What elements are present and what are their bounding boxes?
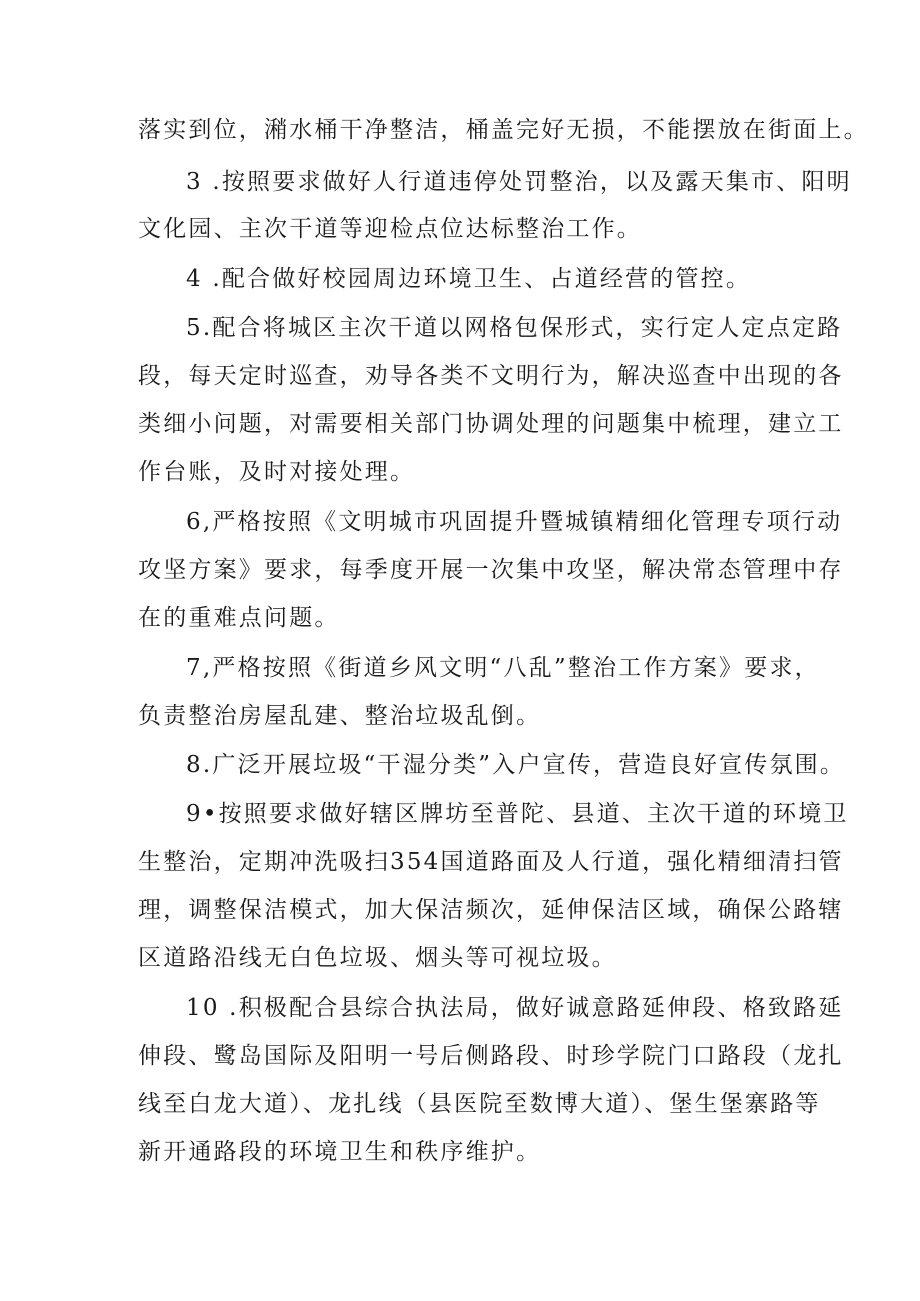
paragraph-line: 3 .按照要求做好人行道违停处罚整治，以及露天集市、阳明 [186,169,852,195]
paragraph-line: 7,严格按照《街道乡风文明“八乱”整治工作方案》要求， [186,655,820,681]
paragraph-line: 区道路沿线无白色垃圾、烟头等可视垃圾。 [138,945,617,971]
paragraph-line: 9•按照要求做好辖区牌坊至普陀、县道、主次干道的环境卫 [186,801,849,827]
paragraph-line: 新开通路段的环境卫生和秩序维护。 [138,1139,542,1165]
paragraph-line: 理，调整保洁模式，加大保洁频次，延伸保洁区域，确保公路辖 [138,897,844,923]
paragraph-line: 生整治，定期冲洗吸扫354国道路面及人行道，强化精细清扫管 [138,849,844,875]
paragraph-line: 攻坚方案》要求，每季度开展一次集中攻坚，解决常态管理中存 [138,557,844,583]
paragraph-line: 4 .配合做好校园周边环境卫生、占道经营的管控。 [186,266,752,292]
paragraph-line: 负责整治房屋乱建、整治垃圾乱倒。 [138,703,542,729]
paragraph-line: 8.广泛开展垃圾“干湿分类”入户宣传，营造良好宣传氛围。 [186,752,846,778]
paragraph-line: 线至白龙大道）、龙扎线（县医院至数博大道）、堡生堡寨路等 [138,1091,821,1117]
paragraph-line: 伸段、鹭岛国际及阳明一号后侧路段、时珍学院门口路段（龙扎 [138,1043,844,1069]
paragraph-line: 作台账，及时对接处理。 [138,459,416,485]
paragraph-line: 6,严格按照《文明城市巩固提升暨城镇精细化管理专项行动 [186,509,843,535]
paragraph-line: 文化园、主次干道等迎检点位达标整治工作。 [138,216,642,242]
paragraph-line: 落实到位，潲水桶干净整洁，桶盖完好无损，不能摆放在街面上。 [138,117,869,143]
paragraph-line: 在的重难点问题。 [138,605,340,631]
paragraph-line: 类细小问题，对需要相关部门协调处理的问题集中梳理，建立工 [138,411,844,437]
paragraph-line: 5.配合将城区主次干道以网格包保形式，实行定人定点定路 [186,315,843,341]
paragraph-line: 10 .积极配合县综合执法局，做好诚意路延伸段、格致路延 [186,995,844,1021]
paragraph-line: 段，每天定时巡查，劝导各类不文明行为，解决巡查中出现的各 [138,363,844,389]
